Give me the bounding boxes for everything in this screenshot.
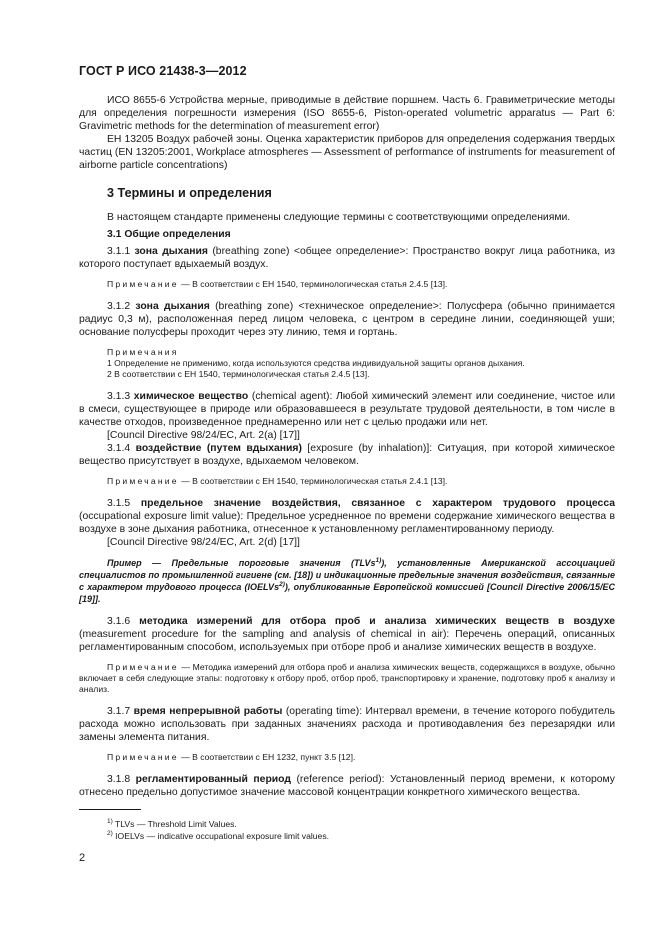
footnote-1 [79, 818, 615, 830]
footnote-ref-1: 1) [375, 557, 382, 564]
note-label: Примечание [107, 279, 179, 289]
term-3-1-8 [79, 773, 615, 799]
section-heading: 3 Термины и определения [107, 186, 272, 200]
footnote-text: TLVs — Threshold Limit Values. [115, 819, 237, 829]
term-number: 3.1.8 [107, 774, 131, 785]
term-3-1-1 [79, 245, 615, 271]
term-name: зона дыхания [134, 246, 208, 257]
term-name: методика измерений для отбора проб и анализа химических веществ в воздухе [139, 616, 615, 627]
notes-label: Примечания [107, 347, 179, 357]
note-label: Примечание [107, 476, 179, 486]
note-label: Примечание [107, 662, 179, 672]
term-source: [Council Directive 98/24/EC, Art. 2(d) [17]] [107, 537, 300, 548]
section-intro: В настоящем стандарте применены следующие термины с соответствующими определениями. [107, 212, 571, 223]
footnote-divider [79, 809, 141, 810]
standard-code-header: ГОСТ Р ИСО 21438-3—2012 [79, 64, 247, 78]
term-number: 3.1.3 [107, 391, 131, 402]
footnote-mark: 2) [107, 830, 113, 838]
example-text: ), опубликованные Европейской комиссией [Council Directive 2006/15/EC [19]]. [79, 582, 615, 604]
note-label: Примечание [107, 752, 179, 762]
note-3-1-6 [79, 662, 615, 695]
note-text: — Методика измерений для отбора проб и анализа химических веществ, содержащихся в воздухе, обычно включает в себя следующие этапы: подготовку к отбору проб, отбор проб, транспортировку и хранение, подготовку проб к анализу и анализ. [79, 662, 615, 694]
term-number: 3.1.5 [107, 498, 131, 509]
term-number: 3.1.7 [107, 706, 131, 717]
note-text: — В соответствии с ЕН 1540, терминологическая статья 2.4.5 [13]. [181, 279, 448, 289]
term-name: регламентированный период [135, 774, 291, 785]
term-3-1-3 [79, 390, 615, 429]
note-item-2: 2 В соответствии с ЕН 1540, терминологическая статья 2.4.5 [13]. [107, 369, 370, 379]
footnote-text: IOELVs — indicative occupational exposure limit values. [115, 831, 330, 841]
page-number: 2 [79, 852, 86, 864]
footnote-2 [79, 830, 615, 842]
note-3-1-4 [79, 476, 615, 487]
note-text: — В соответствии с ЕН 1232, пункт 3.5 [12]. [181, 752, 356, 762]
note-3-1-7 [79, 752, 615, 763]
reference-en-13205: ЕН 13205 Воздух рабочей зоны. Оценка характеристик приборов для определения содержания твердых частиц (EN 13205:2001, Workplace atmospheres — Assessment of performance of instruments for measurement of airborne particle concentrations) [79, 134, 615, 171]
note-text: — В соответствии с ЕН 1540, терминологическая статья 2.4.1 [13]. [181, 476, 448, 486]
term-name: химическое вещество [133, 391, 249, 402]
document-body [79, 94, 615, 842]
footnote-ref-2: 2) [279, 581, 285, 588]
subsection-heading: 3.1 Общие определения [107, 229, 231, 240]
term-definition: (breathing zone) <техническое определение>: Полусфера (обычно принимается радиус 0,3 м), расположенная перед лицом человека, с центром в середине линии, соединяющей уши; основание полусферы проходит через эту линию, темя и гортань. [79, 301, 615, 338]
term-3-1-6 [79, 615, 615, 654]
note-item-1: 1 Определение не применимо, когда используются средства индивидуальной защиты органов дыхания. [107, 358, 525, 368]
term-name: воздействие (путем вдыхания) [135, 443, 302, 454]
example-3-1-5 [79, 557, 615, 605]
term-definition: (operating time): Интервал времени, в течение которого побудитель расхода можно использовать при заданных значениях расхода и противодавления без перезарядки или замены элемента питания. [79, 706, 616, 743]
term-name: предельное значение воздействия, связанное с характером трудового процесса [140, 498, 616, 509]
term-definition: (breathing zone) <общее определение>: Пространство вокруг лица работника, из которого поступает вдыхаемый воздух. [79, 246, 616, 270]
term-source: [Council Directive 98/24/EC, Art. 2(a) [17]] [107, 430, 300, 441]
term-definition: [exposure (by inhalation)]: Ситуация, при которой химическое вещество присутствует в воздухе, вдыхаемом человеком. [79, 443, 615, 467]
reference-iso-8655-6: ИСО 8655-6 Устройства мерные, приводимые в действие поршнем. Часть 6. Гравиметрические методы для определения погрешности измерения (ISO 8655-6, Piston-operated volumetric apparatus — Part 6: Gravimetric methods for the determination of measurement error) [79, 95, 615, 132]
term-name: зона дыхания [135, 301, 210, 312]
example-text: ), установленные Американской ассоциацией специалистов по промышленной гигиене (см. [18]) и индикационные предельные значения воздействия, связанные с характером трудового процесса (IOELVs [79, 558, 615, 592]
term-name: время непрерывной работы [133, 706, 283, 717]
term-number: 3.1.1 [107, 246, 131, 257]
term-3-1-2 [79, 300, 615, 339]
example-text: Пример — Предельные пороговые значения (TLVs [107, 558, 376, 568]
term-number: 3.1.2 [107, 301, 131, 312]
term-number: 3.1.6 [107, 616, 131, 627]
footnote-mark: 1) [107, 818, 113, 826]
term-definition: (measurement procedure for the sampling and analysis of chemical in air): Перечень операций, описанных регламентированным способом, используемых при отборе проб и анализе химических веществ в воздухе. [79, 629, 615, 653]
term-definition: (occupational exposure limit value): Предельное усредненное по времени содержание химического вещества в воздухе в зоне дыхания работника, отнесенное к установленному регламентированному периоду. [79, 511, 615, 535]
term-3-1-5 [79, 497, 615, 536]
term-definition: (chemical agent): Любой химический элемент или соединение, чистое или в смеси, существующее в природе или образовавшееся в результате трудовой деятельности, в том числе в качестве отходов, произведенное преднамеренно или нет с целью продажи или нет. [79, 391, 616, 428]
term-definition: (reference period): Установленный период времени, к которому отнесено предельно допустимое значение массовой концентрации конкретного химического вещества. [79, 774, 616, 798]
term-3-1-7 [79, 705, 615, 744]
term-number: 3.1.4 [107, 443, 131, 454]
note-3-1-1 [79, 279, 615, 290]
term-3-1-4 [79, 442, 615, 468]
